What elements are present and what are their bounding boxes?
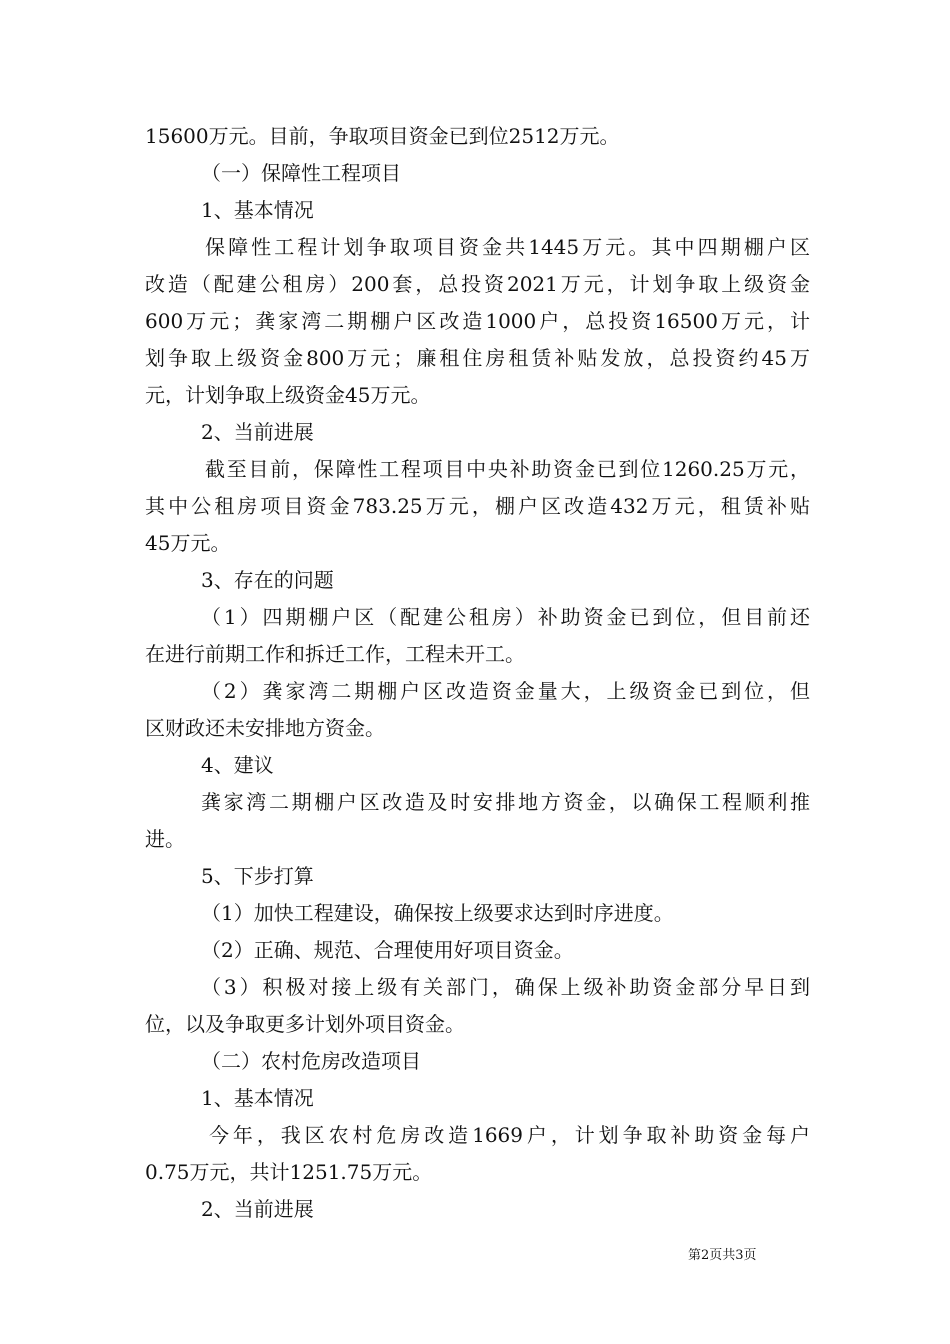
paragraph-line: 元，计划争取上级资金45万元。 [145,383,431,407]
section-heading: （一）保障性工程项目 [201,161,401,185]
paragraph-line: 0.75万元，共计1251.75万元。 [145,1160,433,1184]
paragraph-line: 在进行前期工作和拆迁工作，工程未开工。 [145,642,525,666]
paragraph-line: 改造（配建公租房）200套，总投资2021万元，计划争取上级资金 [145,272,810,296]
subsection-heading: 5、下步打算 [201,864,314,888]
list-item: （2）正确、规范、合理使用好项目资金。 [201,938,574,962]
paragraph-line: 划争取上级资金800万元；廉租住房租赁补贴发放，总投资约45万 [145,346,810,370]
paragraph-line: 今年，我区农村危房改造1669户，计划争取补助资金每户 [209,1123,810,1147]
paragraph-line: （1）四期棚户区（配建公租房）补助资金已到位，但目前还 [201,605,810,629]
section-heading: （二）农村危房改造项目 [201,1049,421,1073]
paragraph-line: 进。 [145,827,185,851]
subsection-heading: 1、基本情况 [201,1086,314,1110]
subsection-heading: 3、存在的问题 [201,568,334,592]
paragraph-line: 其中公租房项目资金783.25万元，棚户区改造432万元，租赁补贴 [145,494,810,518]
page-number: 第2页共3页 [688,1248,757,1263]
paragraph-line: 区财政还未安排地方资金。 [145,716,385,740]
paragraph-line: 截至目前，保障性工程项目中央补助资金已到位1260.25万元， [205,457,810,481]
paragraph-line: 保障性工程计划争取项目资金共1445万元。其中四期棚户区 [205,235,810,259]
paragraph-line: 龚家湾二期棚户区改造及时安排地方资金，以确保工程顺利推 [201,790,810,814]
subsection-heading: 4、建议 [201,753,274,777]
paragraph-line: （2）龚家湾二期棚户区改造资金量大，上级资金已到位，但 [201,679,810,703]
paragraph-line: 600万元；龚家湾二期棚户区改造1000户，总投资16500万元，计 [145,309,810,333]
document-body [145,118,810,1228]
paragraph-line: 45万元。 [145,531,231,555]
list-item: （1）加快工程建设，确保按上级要求达到时序进度。 [201,901,674,925]
subsection-heading: 1、基本情况 [201,198,314,222]
subsection-heading: 2、当前进展 [201,1197,314,1221]
subsection-heading: 2、当前进展 [201,420,314,444]
paragraph-line: 位，以及争取更多计划外项目资金。 [145,1012,465,1036]
list-item: （3）积极对接上级有关部门，确保上级补助资金部分早日到 [201,975,810,999]
paragraph-line: 15600万元。目前，争取项目资金已到位2512万元。 [145,124,620,148]
